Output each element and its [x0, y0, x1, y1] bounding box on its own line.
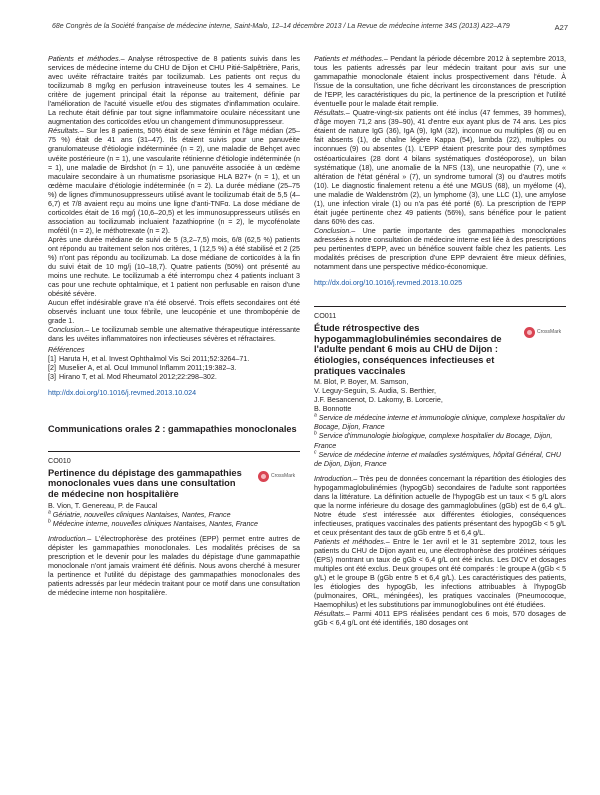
patients-label: Patients et méthodes.–: [48, 55, 125, 63]
running-header: [32, 20, 568, 34]
affiliation-marker: b: [314, 431, 317, 438]
affiliation-text: Médecine interne, nouvelles cliniques Nantaises, Nantes, France: [52, 519, 258, 528]
patients-label: Patients et méthodes.–: [314, 55, 388, 63]
conclusion-label: Conclusion.–: [314, 226, 356, 235]
affiliation-text: Service d'immunologie biologique, complexe hospitalier du Bocage, Dijon, France: [314, 432, 553, 450]
affiliation-marker: b: [48, 518, 51, 525]
left-column: [48, 55, 300, 598]
conclusion-paragraph: [314, 227, 566, 272]
crossmark-logo[interactable]: [258, 470, 300, 484]
section-heading: Communications orales 2 : gammapathies monoclonales: [48, 423, 297, 434]
authors-line: V. Leguy-Seguin, S. Audia, S. Berthier,: [314, 387, 436, 396]
crossmark-label: CrossMark: [537, 328, 562, 335]
conclusion-text: Une partie importante des gammapathies monoclonales adressées à notre consultation de médecine interne est liée à des prescriptions peu pertinentes d'EPP, avec un bénéfice souvent faible chez les patients. Les modalités précises de prescription d'une EPP devraient être mieux définies, notamment dans une perspective médico-économique.: [314, 226, 566, 272]
introduction-paragraph: [48, 535, 300, 598]
results-paragraph: [48, 127, 300, 236]
affiliation: [48, 511, 300, 520]
patients-text-2: Entre le 1er avril et le 31 septembre 2012, tous les patients du CHU de Dijon ayant eu, une électrophorèse des protéines sériques (EPS) montrant un taux de gGb < 6,4 g/L ont été inclus. Les DICV et dosages multiples ont été exclus. Deux groupes ont été comparés : le groupe A (gGb < 5 g/L) et le groupe B (gGb entre 5 et 6,4 g/L). Les caractéristiques des patients, les étiologies des hypogGb, les infections attribuables à l'hypogGb (pulmonaires, ORL, méningées), les pratiques vaccinales (Pneumocoque, Haemophilus) et les substitutions par immunoglobulines ont été étudiées.: [314, 537, 566, 610]
reference-item: [48, 364, 300, 373]
results-paragraph-3: Aucun effet indésirable grave n'a été observé. Trois effets secondaires ont été observés incluant une toux fébrile, une leucopénie et une thrombopénie de grade 1.: [48, 299, 300, 326]
conclusion-text: Le tocilizumab semble une alternative thérapeutique intéressante dans les uvéites inflammatoires non infectieuses sévères et réfractaires.: [48, 326, 301, 344]
affiliation: [314, 414, 566, 432]
crossmark-icon: [524, 327, 535, 338]
crossmark-label: CrossMark: [271, 473, 296, 480]
reference-number: [2]: [48, 363, 56, 372]
right-column: [314, 55, 566, 628]
results-text: Sur les 8 patients, 50% était de sexe féminin et l'âge médian (25–75 %) était de 41 ans (31–47). Ils étaient suivis pour une panuvéite granulomateuse d'étiologie indéterminée (n = 2), une maladie de Behçet avec uvéite postérieure (n = 1), une vascularite rétinienne d'étiologie indéterminée (n = 1), une maladie de Birdshot (n = 1), une panuvéite associée à un œdème maculaire secondaire à un rhumatisme psoriasique HLA B27+ (n = 1), et un œdème maculaire d'étiologie indéterminée (n = 2). La durée médiane (25–75 %) de lignes d'immunosuppresseurs utilisé avant le tocilizumab était de 5,5 (4–6,7) et 7/8 avaient reçu au moins une ligne d'anti-TNFα. La dose médiane de corticoïdes était de 16 mg/j (10,6–20,5) et les immunosuppresseurs utilisés en association au tocilizumab incluaient l'azathioprine (n = 2), le mycofénolate mofétil (n = 2), le méthotrexate (n = 2).: [48, 127, 300, 235]
conclusion-paragraph: [48, 326, 300, 344]
results-paragraph-2: [314, 610, 566, 628]
abstract-title-block: [314, 323, 566, 376]
reference-number: [1]: [48, 354, 56, 363]
affiliation: [48, 520, 300, 529]
introduction-paragraph: [314, 475, 566, 538]
patients-label-2: Patients et méthodes.–: [314, 537, 390, 546]
patients-text: Pendant la période décembre 2012 à septembre 2013, tous les patients adressés par leur médecin traitant pour avis sur une gammapathie monoclonale étaient inclus prospectivement dans l'étude. À l'issue de la consultation, une fiche décrivant les circonstances de prescription de l'EPP, les caractéristiques du pic, la pertinence de la prescription et l'utilité éventuelle pour le malade était remplie.: [314, 55, 566, 109]
results-label: Résultats.–: [314, 109, 350, 118]
authors: [314, 378, 566, 414]
results-paragraph: [314, 109, 566, 227]
abstract-title-block: [48, 468, 300, 500]
reference-item: [48, 355, 300, 364]
reference-item: [48, 373, 300, 382]
results-text: Quatre-vingt-six patients ont été inclus (47 femmes, 39 hommes), d'âge moyen 71,2 ans (39–90), 41 d'entre eux ayant plus de 74 ans. Les pics étaient de nature IgG (36), IgA (9), IgM (32), inconnue ou multiples (8) ou en fait absents (1), de chaîne légère Kappa (54), lambda (22), multiples ou inconnues (9) ou absentes (1). L'EPP étaient prescrite pour des symptômes ostéoarticulaires (28 dont 4 bilans systématiques d'ostéoporose), un bilan systématique (18), une anomalie de la NFS (13), une neuropathie (7), une « altération de l'état général » (7), un syndrome tumoral (3) ou d'autres motifs (10). Le diagnostic finalement retenu a été une MGUS (68), un myélome (4), une maladie de Waldenström (2), un lymphome (3), une LLC (1), une amylose (1), une infection virale (1) ou n'a pas été porté (6). La prescription de l'EPP était jugée pertinente chez 49 patients (56%), sans bénéfice pour le patient dans 60% des cas.: [314, 109, 566, 226]
crossmark-icon: [258, 471, 269, 482]
abstract-divider: [314, 306, 566, 307]
affiliation-marker: a: [314, 413, 317, 419]
authors-text: B. Vion, T. Genereau, P. de Faucal: [48, 501, 158, 510]
authors-line: B. Bonnotte: [314, 405, 352, 414]
introduction-text: L'électrophorèse des protéines (EPP) permet entre autres de dépister les gammapathies monoclonales. Les modalités précises de sa prescription et le devenir pour les malades du dépistage d'une gammapathie monoclonale n'ont jamais vraiment été définis. Nous avons cherché à mesurer la pertinence et l'utilité du dépistage des gammapathies monoclonales des patients adressés par leur médecin traitant pour ce motif dans une consultation de médecine interne non hospitalière.: [48, 534, 301, 597]
affiliation: [314, 451, 566, 469]
running-title: 68e Congrès de la Société française de médecine interne, Saint-Malo, 12–14 décembre 2013 / La Revue de médecine interne 34S (2013) A22–A79: [52, 23, 510, 30]
affiliation-marker: a: [48, 509, 51, 516]
doi-link[interactable]: http://dx.doi.org/10.1016/j.revmed.2013.10.025: [314, 279, 463, 288]
reference-number: [3]: [48, 372, 56, 381]
results-label: Résultats.–: [48, 127, 84, 136]
page-number: A27: [554, 23, 568, 32]
reference-text: Muselier A, et al. Ocul Immunol Inflamm 2011;19:382–3.: [59, 363, 237, 372]
abstract-title: Étude rétrospective des hypogammaglobulinémies secondaires de l'adulte pendant 6 mois au CHU de Dijon : étiologies, conséquences infectieuses et pratiques vaccinales: [314, 323, 502, 376]
introduction-text: Très peu de données concernant la répartition des étiologies des hypogammaglobulinémies (hypogGb) secondaires de l'adulte sont rapportées dans la littérature. La définition actuelle de l'hypogGb est un taux < 5 g/L alors que la norme inférieure du dosage des gammaglobulines (gGb) est de 6,4 g/L. Notre étude s'est intéressée aux différentes étiologies, conséquences infectieuses, pratiques vaccinales des patients présentant des hypogGb < 5 g/L et ceux présentant des taux de gGb entre 5 et 6,4 g/L.: [314, 474, 566, 537]
affiliation: [314, 432, 566, 450]
patients-paragraph: [314, 55, 566, 109]
introduction-label: Introduction.–: [48, 534, 92, 543]
abstract-divider: [48, 451, 300, 452]
crossmark-logo[interactable]: [524, 325, 566, 339]
authors-line: M. Blot, P. Boyer, M. Samson,: [314, 378, 409, 387]
affiliation-text: Service de médecine interne et immunologie clinique, complexe hospitalier du Bocage, Dijon, France: [314, 414, 565, 432]
affiliation-text: Gériatrie, nouvelles cliniques Nantaises, Nantes, France: [52, 510, 231, 519]
reference-text: Hirano T, et al. Mod Rheumatol 2012;22:298–302.: [59, 372, 217, 381]
patients-paragraph: [48, 55, 300, 127]
doi-link[interactable]: http://dx.doi.org/10.1016/j.revmed.2013.10.024: [48, 388, 197, 397]
patients-paragraph-2: [314, 538, 566, 610]
authors-line: J.F. Besancenot, D. Lakomy, B. Lorcerie,: [314, 396, 443, 405]
abstract-title: Pertinence du dépistage des gammapathies monoclonales vues dans une consultation de médecine non hospitalière: [48, 467, 242, 499]
abstract-code: CO011: [314, 311, 337, 321]
references-title: Références: [48, 345, 85, 354]
authors: [48, 502, 300, 511]
reference-text: Haruta H, et al. Invest Ophthalmol Vis Sci 2011;52:3264–71.: [59, 354, 250, 363]
results-paragraph-2: Après une durée médiane de suivi de 5 (3,2–7,5) mois, 6/8 (62,5 %) patients ont répondu au traitement selon nos critères, 1 (12,5 %) a été stabilisé et 2 (25 %) n'ont pas répondu au tocilizumab. La dose médiane de corticoïdes à la fin du suivi était de 10 mg/j (10–18,7). Quatre patients (50%) ont présenté au moins une rechute. Le tocilizumab a été interrompu chez 4 patients incluant 3 cas pour une rechute ophtalmique, et 1 patient non perfusable en raison d'une obésité sévère.: [48, 235, 300, 299]
conclusion-label: Conclusion.–: [48, 326, 90, 335]
abstract-code: CO010: [48, 455, 71, 465]
results-label-2: Résultats.–: [314, 610, 350, 619]
patients-text: Analyse rétrospective de 8 patients suivis dans les services de médecine interne du CHU de Dijon et CHU Pitié-Salpêtrière, Paris, avec uvéite réfractaire traités par tocilizumab. Les patients ont reçus du tocilizumab 8 mg/kg en perfusion intraveineuse toutes les 4 semaines. Le critère de jugement principal était la réponse au traitement, définie par l'amélioration de l'acuité visuelle et/ou des stigmates d'inflammation oculaire. La rechute était définie par tout signe inflammatoire oculaire nécessitant une augmentation des corticoïdes et/ou un changement d'immunosuppresseur.: [48, 55, 301, 127]
affiliation-text: Service de médecine interne et maladies systémiques, hôpital Général, CHU de Dijon, Dijon, France: [314, 450, 561, 468]
results-text-2: Parmi 4011 EPS réalisées pendant ces 6 mois, 570 dosages de gGb < 6,4 g/L ont été identifiés, 180 dosages ont: [314, 610, 567, 628]
affiliation-marker: c: [314, 449, 317, 456]
introduction-label: Introduction.–: [314, 474, 358, 483]
